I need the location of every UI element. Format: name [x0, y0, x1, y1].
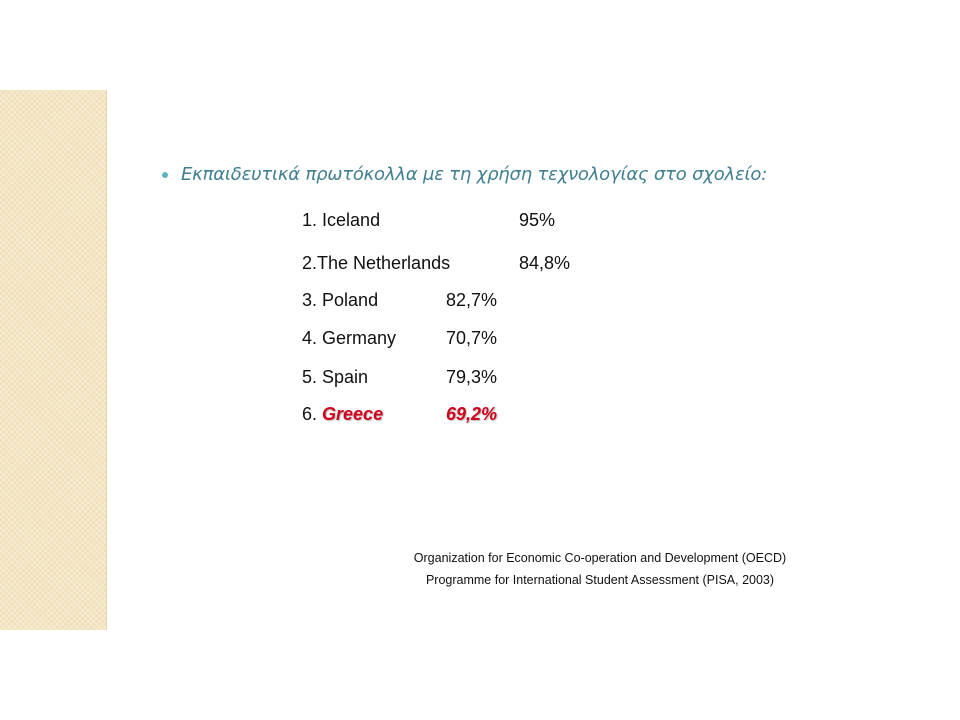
- rank-number: 2.: [302, 253, 318, 273]
- rank-country: Poland: [322, 290, 379, 310]
- rank-country: The Netherlands: [317, 253, 451, 273]
- rank-value-6-highlighted: 69,2%: [446, 404, 498, 424]
- rank-row-3: [302, 289, 378, 311]
- rank-number: 1.: [302, 210, 318, 230]
- rank-value-1: 95%: [519, 210, 556, 230]
- bullet-text: Εκπαιδευτικά πρωτόκολλα με τη χρήση τεχνολογίας στο σχολείο:: [181, 164, 768, 185]
- rank-value-4: 70,7%: [446, 328, 498, 348]
- rank-number: 6.: [302, 404, 318, 424]
- rank-value-3: 82,7%: [446, 290, 498, 310]
- rank-number: 5.: [302, 367, 318, 387]
- rank-row-2: [302, 252, 450, 274]
- rank-country: Germany: [322, 328, 397, 348]
- rank-number: 4.: [302, 328, 318, 348]
- rank-row-1: [302, 209, 380, 231]
- rank-value-2: 84,8%: [519, 253, 571, 273]
- rank-country: Spain: [322, 367, 369, 387]
- rank-value-5: 79,3%: [446, 367, 498, 387]
- rank-row-4: [302, 327, 396, 349]
- rank-country-highlighted: Greece: [322, 404, 384, 424]
- source-line-2: Programme for International Student Assessment (PISA, 2003): [425, 573, 775, 587]
- source-line-1: Organization for Economic Co-operation and Development (OECD): [413, 551, 787, 565]
- rank-number: 3.: [302, 290, 318, 310]
- rank-row-5: [302, 366, 368, 388]
- rank-row-6: [302, 403, 383, 425]
- rank-country: Iceland: [322, 210, 381, 230]
